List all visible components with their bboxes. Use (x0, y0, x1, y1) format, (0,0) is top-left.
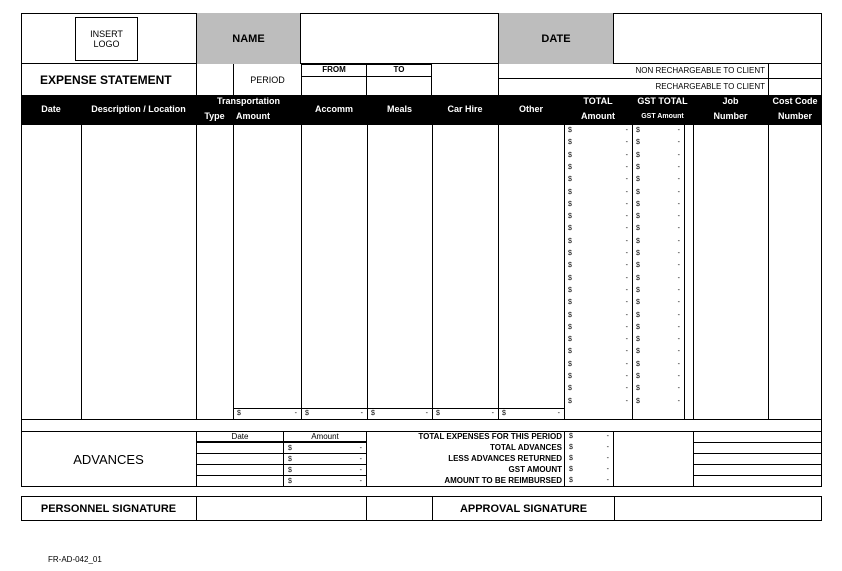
column-divider (233, 125, 234, 420)
empty-value-dash: - (677, 225, 680, 233)
currency-symbol: $ (305, 410, 309, 417)
column-total-cell[interactable] (498, 408, 564, 420)
name-field[interactable] (301, 14, 498, 63)
empty-value-dash: - (677, 323, 680, 331)
currency-symbol: $ (568, 311, 572, 319)
total-amount-cell[interactable] (564, 211, 632, 223)
gst-amount-cell[interactable] (632, 174, 684, 186)
currency-symbol: $ (288, 467, 292, 474)
form-code: FR-AD-042_01 (48, 555, 102, 564)
from-label: FROM (301, 64, 367, 77)
currency-symbol: $ (636, 225, 640, 233)
currency-symbol: $ (569, 477, 573, 484)
empty-value-dash: - (677, 311, 680, 319)
currency-symbol: $ (569, 433, 573, 440)
empty-value-dash: - (677, 262, 680, 270)
column-total-cell[interactable] (233, 408, 301, 420)
col-date: Date (41, 104, 61, 115)
currency-symbol: $ (636, 127, 640, 134)
gst-amount-cell[interactable] (632, 285, 684, 297)
personnel-signature-label: PERSONNEL SIGNATURE (40, 502, 177, 515)
empty-value-dash: - (359, 445, 362, 452)
currency-symbol: $ (568, 139, 572, 147)
gst-amount-cell[interactable] (632, 236, 684, 248)
empty-value-dash: - (677, 176, 680, 184)
total-amount-cell[interactable] (564, 371, 632, 383)
currency-symbol: $ (636, 274, 640, 282)
non-rechargeable-label: NON RECHARGEABLE TO CLIENT (498, 64, 768, 79)
rechargeable-field[interactable] (768, 79, 822, 95)
empty-value-dash: - (625, 385, 628, 393)
empty-value-dash: - (606, 455, 609, 462)
currency-symbol: $ (568, 163, 572, 171)
currency-symbol: $ (568, 348, 572, 356)
currency-symbol: $ (568, 213, 572, 221)
total-amount-cell[interactable] (564, 162, 632, 174)
column-divider (432, 125, 433, 420)
currency-symbol: $ (568, 336, 572, 344)
currency-symbol: $ (436, 410, 440, 417)
empty-value-dash: - (677, 127, 680, 134)
non-rechargeable-field[interactable] (768, 64, 822, 79)
col-meals: Meals (386, 104, 412, 115)
gst-amount-cell[interactable] (632, 150, 684, 162)
currency-symbol: $ (568, 127, 572, 134)
empty-value-dash: - (294, 410, 297, 417)
currency-symbol: $ (636, 200, 640, 208)
period-from-field[interactable] (301, 76, 367, 95)
expense-table-body (21, 125, 822, 420)
empty-value-dash: - (625, 176, 628, 184)
currency-symbol: $ (636, 188, 640, 196)
gst-amount-cell[interactable] (632, 223, 684, 235)
period-label: PERIOD (233, 64, 301, 95)
currency-symbol: $ (568, 397, 572, 405)
period-to-field[interactable] (367, 76, 432, 95)
empty-value-dash: - (625, 360, 628, 368)
gst-amount-cell[interactable] (632, 211, 684, 223)
empty-value-dash: - (625, 397, 628, 405)
advances-amount-header: Amount (283, 431, 367, 442)
empty-value-dash: - (625, 225, 628, 233)
currency-symbol: $ (568, 385, 572, 393)
empty-value-dash: - (625, 188, 628, 196)
empty-value-dash: - (625, 323, 628, 331)
empty-value-dash: - (625, 151, 628, 159)
col-job-number: Number (713, 110, 748, 121)
empty-value-dash: - (625, 237, 628, 245)
name-label: NAME (196, 13, 301, 64)
empty-value-dash: - (677, 274, 680, 282)
currency-symbol: $ (636, 237, 640, 245)
empty-value-dash: - (625, 348, 628, 356)
total-amount-cell[interactable] (564, 187, 632, 199)
currency-symbol: $ (568, 274, 572, 282)
currency-symbol: $ (237, 410, 241, 417)
empty-value-dash: - (625, 127, 628, 134)
summary-line-label: AMOUNT TO BE REIMBURSED (444, 476, 562, 485)
column-total-cell[interactable] (301, 408, 367, 420)
total-amount-cell[interactable] (564, 248, 632, 260)
currency-symbol: $ (568, 176, 572, 184)
total-amount-cell[interactable] (564, 396, 632, 408)
empty-value-dash: - (677, 237, 680, 245)
currency-symbol: $ (569, 455, 573, 462)
empty-value-dash: - (677, 373, 680, 380)
currency-symbol: $ (636, 336, 640, 344)
empty-value-dash: - (625, 286, 628, 294)
currency-symbol: $ (288, 445, 292, 452)
to-label: TO (366, 64, 432, 77)
gst-amount-cell[interactable] (632, 297, 684, 309)
currency-symbol: $ (636, 311, 640, 319)
gst-amount-cell[interactable] (632, 310, 684, 322)
empty-value-dash: - (677, 163, 680, 171)
approval-signature-label: APPROVAL SIGNATURE (432, 496, 615, 521)
total-amount-cell[interactable] (564, 346, 632, 358)
empty-value-dash: - (677, 286, 680, 294)
approval-signature-field[interactable] (615, 497, 821, 520)
empty-value-dash: - (625, 163, 628, 171)
gst-amount-cell[interactable] (632, 187, 684, 199)
summary-line-label: TOTAL ADVANCES (489, 443, 562, 452)
gst-amount-cell[interactable] (632, 260, 684, 272)
currency-symbol: $ (568, 299, 572, 307)
empty-value-dash: - (677, 188, 680, 196)
rechargeable-label: RECHARGEABLE TO CLIENT (498, 79, 768, 95)
column-divider (768, 125, 769, 420)
column-divider (498, 125, 499, 420)
currency-symbol: $ (636, 360, 640, 368)
empty-value-dash: - (359, 456, 362, 463)
gst-amount-cell[interactable] (632, 359, 684, 371)
gst-amount-cell[interactable] (632, 125, 684, 137)
currency-symbol: $ (568, 323, 572, 331)
col-accomm: Accomm (314, 104, 353, 115)
advances-label: ADVANCES (73, 452, 144, 467)
empty-value-dash: - (677, 336, 680, 344)
total-amount-cell[interactable] (564, 334, 632, 346)
gst-amount-cell[interactable] (632, 322, 684, 334)
gst-amount-cell[interactable] (632, 396, 684, 408)
col-description: Description / Location (91, 104, 186, 115)
col-other: Other (518, 104, 543, 115)
empty-value-dash: - (606, 466, 609, 473)
col-cost-number: Number (777, 110, 812, 121)
page-title: EXPENSE STATEMENT (21, 64, 196, 95)
currency-symbol: $ (636, 139, 640, 147)
total-amount-cell[interactable] (564, 285, 632, 297)
currency-symbol: $ (568, 373, 572, 380)
column-total-cell[interactable] (367, 408, 432, 420)
total-amount-cell[interactable] (564, 137, 632, 149)
empty-value-dash: - (625, 262, 628, 270)
column-divider (81, 125, 82, 420)
advance-amount-field[interactable] (283, 475, 367, 487)
gst-amount-cell[interactable] (632, 248, 684, 260)
total-amount-cell[interactable] (564, 174, 632, 186)
total-amount-cell[interactable] (564, 359, 632, 371)
currency-symbol: $ (371, 410, 375, 417)
empty-value-dash: - (359, 467, 362, 474)
currency-symbol: $ (568, 250, 572, 257)
empty-value-dash: - (677, 385, 680, 393)
summary-value-frame (564, 431, 614, 487)
empty-value-dash: - (625, 274, 628, 282)
empty-value-dash: - (625, 373, 628, 380)
advances-date-header: Date (196, 431, 284, 442)
gst-amount-cell[interactable] (632, 346, 684, 358)
col-total-amount: Amount (581, 110, 615, 121)
currency-symbol: $ (636, 250, 640, 257)
empty-value-dash: - (359, 478, 362, 485)
col-gst-amount: GST Amount (641, 112, 684, 120)
currency-symbol: $ (568, 262, 572, 270)
empty-value-dash: - (677, 299, 680, 307)
summary-line-label: LESS ADVANCES RETURNED (448, 454, 562, 463)
logo-placeholder: INSERT LOGO (75, 17, 138, 61)
col-job: Job (722, 95, 739, 106)
currency-symbol: $ (636, 163, 640, 171)
total-amount-cell[interactable] (564, 310, 632, 322)
empty-value-dash: - (625, 213, 628, 221)
col-gst-total: GST TOTAL (637, 95, 688, 106)
summary-extra-field[interactable] (693, 475, 822, 487)
gst-amount-cell[interactable] (632, 137, 684, 149)
empty-value-dash: - (360, 410, 363, 417)
gst-amount-cell[interactable] (632, 383, 684, 395)
total-amount-cell[interactable] (564, 199, 632, 211)
total-amount-cell[interactable] (564, 150, 632, 162)
column-divider (367, 125, 368, 420)
personnel-signature-field[interactable] (196, 496, 367, 521)
date-label: DATE (498, 13, 614, 64)
empty-value-dash: - (677, 151, 680, 159)
currency-symbol: $ (568, 360, 572, 368)
empty-value-dash: - (606, 433, 609, 440)
empty-value-dash: - (677, 213, 680, 221)
currency-symbol: $ (636, 385, 640, 393)
summary-line-label: TOTAL EXPENSES FOR THIS PERIOD (418, 432, 562, 441)
gst-amount-cell[interactable] (632, 199, 684, 211)
col-type: Type (204, 110, 225, 121)
col-transportation: Transportation (216, 95, 280, 106)
advance-date-field[interactable] (196, 475, 284, 487)
total-amount-cell[interactable] (564, 125, 632, 137)
currency-symbol: $ (636, 348, 640, 356)
currency-symbol: $ (569, 444, 573, 451)
column-divider (196, 125, 197, 420)
total-amount-cell[interactable] (564, 297, 632, 309)
currency-symbol: $ (636, 151, 640, 159)
total-amount-cell[interactable] (564, 223, 632, 235)
empty-value-dash: - (677, 397, 680, 405)
summary-line-label: GST AMOUNT (508, 465, 562, 474)
total-amount-cell[interactable] (564, 383, 632, 395)
gst-amount-cell[interactable] (632, 371, 684, 383)
empty-value-dash: - (625, 336, 628, 344)
total-amount-cell[interactable] (564, 260, 632, 272)
currency-symbol: $ (636, 213, 640, 221)
empty-value-dash: - (625, 299, 628, 307)
currency-symbol: $ (288, 456, 292, 463)
currency-symbol: $ (569, 466, 573, 473)
currency-symbol: $ (568, 200, 572, 208)
col-total: TOTAL (583, 95, 613, 106)
currency-symbol: $ (568, 237, 572, 245)
title-spacer (196, 64, 233, 95)
total-amount-cell[interactable] (564, 322, 632, 334)
empty-value-dash: - (625, 200, 628, 208)
currency-symbol: $ (502, 410, 506, 417)
empty-value-dash: - (677, 348, 680, 356)
currency-symbol: $ (568, 151, 572, 159)
empty-value-dash: - (677, 200, 680, 208)
gst-amount-cell[interactable] (632, 162, 684, 174)
currency-symbol: $ (636, 373, 640, 380)
currency-symbol: $ (288, 478, 292, 485)
total-amount-cell[interactable] (564, 273, 632, 285)
col-cost-code: Cost Code (772, 95, 818, 106)
currency-symbol: $ (636, 299, 640, 307)
currency-symbol: $ (636, 176, 640, 184)
empty-value-dash: - (625, 311, 628, 319)
gst-column-divider (684, 125, 685, 420)
empty-value-dash: - (677, 250, 680, 257)
empty-value-dash: - (677, 139, 680, 147)
column-divider (693, 125, 694, 420)
currency-symbol: $ (568, 188, 572, 196)
currency-symbol: $ (636, 323, 640, 331)
empty-value-dash: - (677, 360, 680, 368)
currency-symbol: $ (568, 225, 572, 233)
empty-value-dash: - (625, 139, 628, 147)
empty-value-dash: - (491, 410, 494, 417)
column-divider (301, 125, 302, 420)
empty-value-dash: - (625, 250, 628, 257)
currency-symbol: $ (636, 286, 640, 294)
currency-symbol: $ (636, 397, 640, 405)
empty-value-dash: - (425, 410, 428, 417)
col-car-hire: Car Hire (447, 104, 483, 115)
empty-value-dash: - (557, 410, 560, 417)
currency-symbol: $ (636, 262, 640, 270)
date-field[interactable] (615, 14, 821, 63)
column-total-cell[interactable] (432, 408, 498, 420)
empty-value-dash: - (606, 477, 609, 484)
currency-symbol: $ (568, 286, 572, 294)
gst-amount-cell[interactable] (632, 334, 684, 346)
col-amount: Amount (236, 110, 270, 121)
empty-value-dash: - (606, 444, 609, 451)
total-amount-cell[interactable] (564, 236, 632, 248)
gst-amount-cell[interactable] (632, 273, 684, 285)
